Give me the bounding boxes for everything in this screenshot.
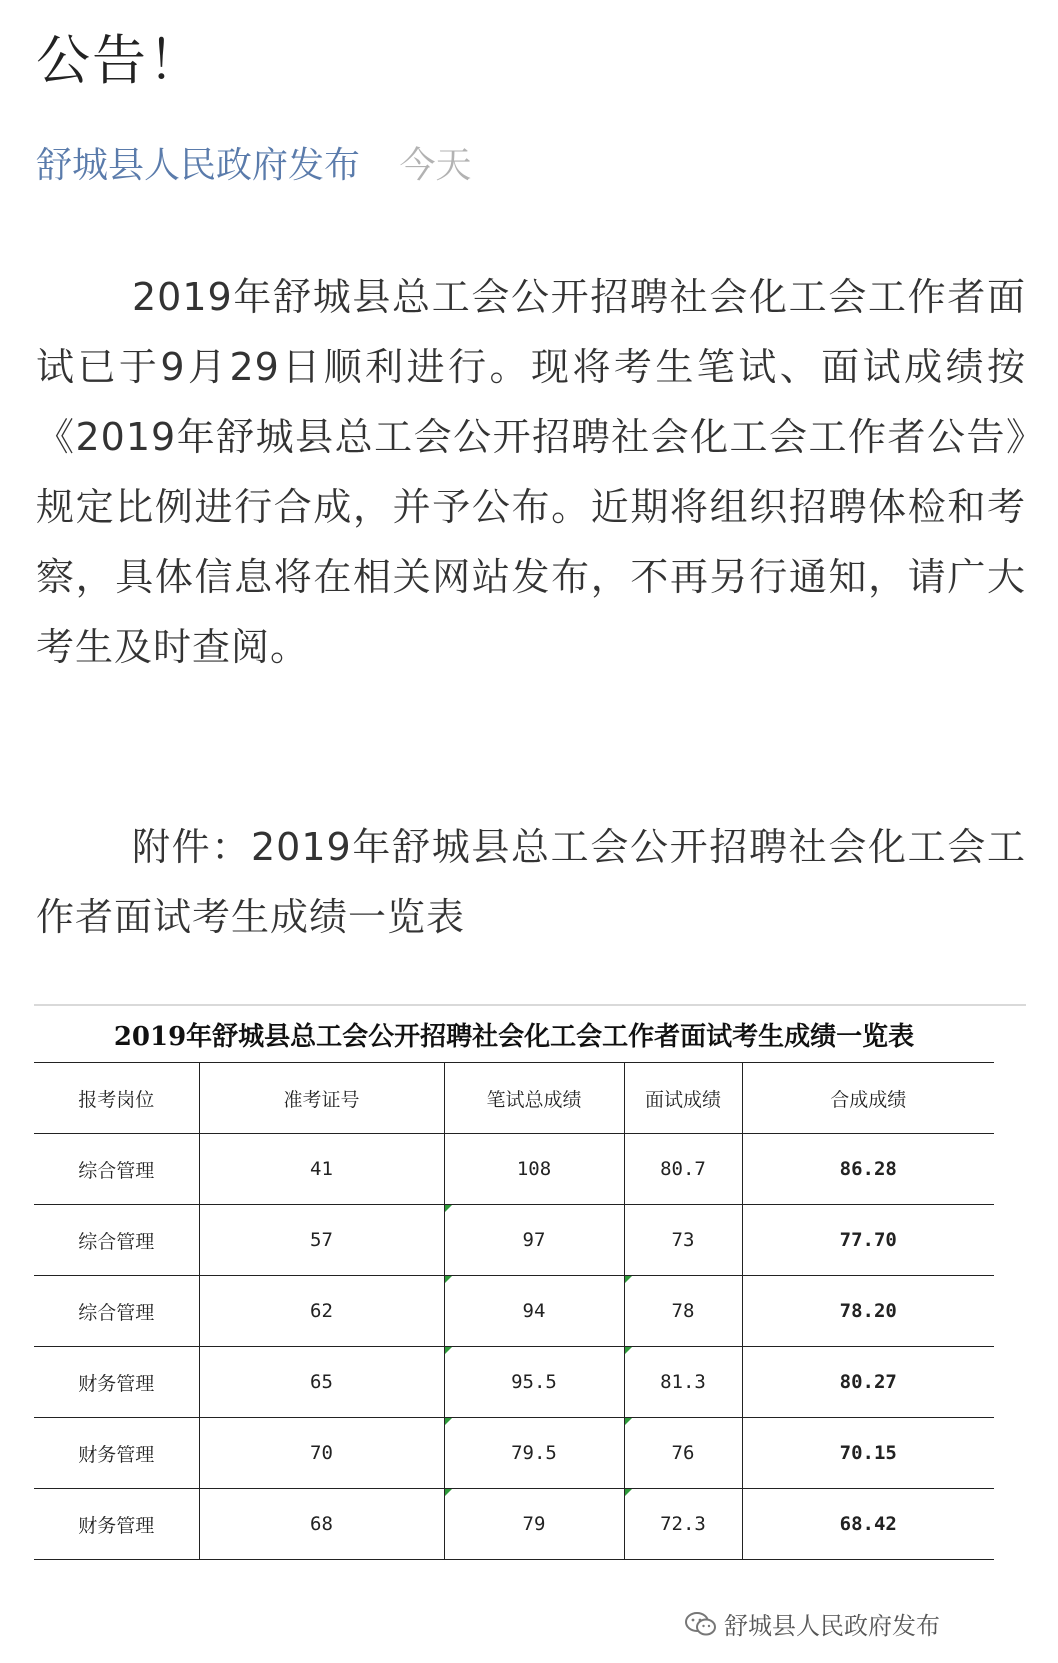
table-row [34, 1347, 994, 1418]
cell-written-score: 94 [444, 1276, 624, 1347]
watermark [684, 1606, 940, 1641]
cell-position: 财务管理 [34, 1347, 199, 1418]
cell-composite-score: 78.20 [742, 1276, 994, 1347]
cell-exam-number: 70 [199, 1418, 444, 1489]
header-interview-score: 面试成绩 [624, 1063, 742, 1134]
cell-exam-number: 57 [199, 1205, 444, 1276]
cell-exam-number: 65 [199, 1347, 444, 1418]
cell-written-score: 97 [444, 1205, 624, 1276]
cell-written-score: 79.5 [444, 1418, 624, 1489]
wechat-icon [684, 1611, 718, 1637]
cell-interview-score: 76 [624, 1418, 742, 1489]
cell-composite-score: 86.28 [742, 1134, 994, 1205]
cell-position: 综合管理 [34, 1205, 199, 1276]
cell-written-score: 95.5 [444, 1347, 624, 1418]
score-table [34, 1062, 994, 1560]
table-header-row [34, 1063, 994, 1134]
score-table-image [34, 1004, 1026, 1661]
publish-date: 今天 [399, 145, 472, 186]
watermark-text: 舒城县人民政府发布 [724, 1612, 940, 1640]
cell-exam-number: 62 [199, 1276, 444, 1347]
cell-composite-score: 77.70 [742, 1205, 994, 1276]
header-composite-score: 合成成绩 [742, 1063, 994, 1134]
cell-composite-score: 70.15 [742, 1418, 994, 1489]
cell-composite-score: 68.42 [742, 1489, 994, 1560]
table-row [34, 1418, 994, 1489]
article-title: 公告！ [36, 29, 204, 92]
publisher-link[interactable]: 舒城县人民政府发布 [36, 145, 361, 186]
cell-exam-number: 68 [199, 1489, 444, 1560]
table-row [34, 1489, 994, 1560]
header-position: 报考岗位 [34, 1063, 199, 1134]
header-exam-number: 准考证号 [199, 1063, 444, 1134]
table-title: 2019年舒城县总工会公开招聘社会化工会工作者面试考生成绩一览表 [113, 1022, 915, 1052]
cell-position: 综合管理 [34, 1134, 199, 1205]
table-row [34, 1134, 994, 1205]
cell-composite-score: 80.27 [742, 1347, 994, 1418]
table-row [34, 1205, 994, 1276]
cell-position: 综合管理 [34, 1276, 199, 1347]
table-row [34, 1276, 994, 1347]
cell-interview-score: 73 [624, 1205, 742, 1276]
cell-written-score: 79 [444, 1489, 624, 1560]
header-written-score: 笔试总成绩 [444, 1063, 624, 1134]
cell-written-score: 108 [444, 1134, 624, 1205]
cell-interview-score: 72.3 [624, 1489, 742, 1560]
attachment-paragraph: 附件：2019年舒城县总工会公开招聘社会化工会工作者面试考生成绩一览表 [36, 825, 1026, 939]
article-meta [36, 137, 471, 188]
cell-position: 财务管理 [34, 1418, 199, 1489]
cell-position: 财务管理 [34, 1489, 199, 1560]
cell-interview-score: 81.3 [624, 1347, 742, 1418]
announcement-paragraph: 2019年舒城县总工会公开招聘社会化工会工作者面试已于9月29日顺利进行。现将考生笔试、面试成绩按《2019年舒城县总工会公开招聘社会化工会工作者公告》规定比例进行合成，并予公布。近期将组织招聘体检和考察，具体信息将在相关网站发布，不再另行通知，请广大考生及时查阅。 [36, 275, 1026, 669]
cell-exam-number: 41 [199, 1134, 444, 1205]
cell-interview-score: 80.7 [624, 1134, 742, 1205]
cell-interview-score: 78 [624, 1276, 742, 1347]
